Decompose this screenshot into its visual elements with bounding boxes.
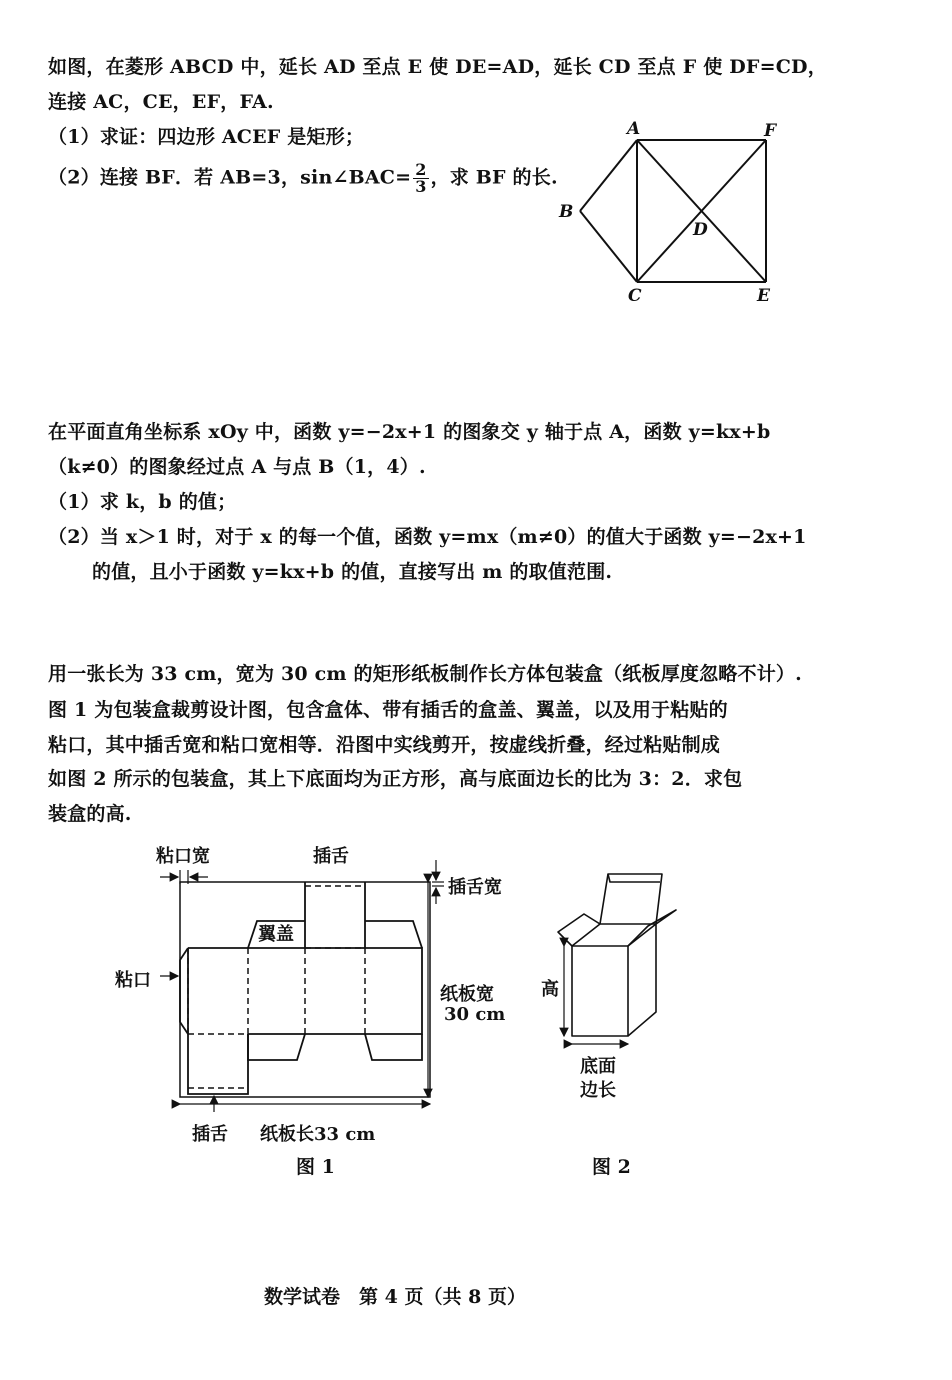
q3-stem-line1: 用一张长为 33 cm，宽为 30 cm 的矩形纸板制作长方体包装盒（纸板厚度忽略不计）. bbox=[48, 663, 802, 685]
segment-BC bbox=[580, 211, 637, 282]
fraction-numerator: 2 bbox=[415, 160, 427, 179]
fig1-caption: 图 1 bbox=[296, 1156, 335, 1178]
segment-AB bbox=[580, 140, 637, 211]
bottom-wing-right bbox=[365, 1034, 422, 1060]
fig1-label-tongue-width: 插舌宽 bbox=[448, 877, 502, 898]
rhombus-rectangle-figure bbox=[550, 115, 790, 310]
fig2-label-height: 高 bbox=[541, 979, 559, 1000]
bottom-wing-left bbox=[248, 1034, 305, 1060]
fig1-label-wing-lid: 翼盖 bbox=[258, 924, 294, 945]
page-footer: 数学试卷 第 4 页（共 8 页） bbox=[264, 1286, 526, 1308]
fig1-label-glue-width: 粘口宽 bbox=[156, 846, 210, 867]
fig1-label-tongue-bottom: 插舌 bbox=[192, 1124, 228, 1145]
fig1-label-board-width-value: 30 cm bbox=[444, 1004, 506, 1025]
fraction-denominator: 3 bbox=[415, 177, 427, 196]
q2-stem-line1: 在平面直角坐标系 xOy 中，函数 y=−2x+1 的图象交 y 轴于点 A，函数 y=kx+b bbox=[48, 421, 771, 443]
glue-flap bbox=[180, 948, 188, 1034]
bottom-panel bbox=[188, 948, 248, 1094]
fraction bbox=[413, 162, 428, 195]
q1-stem-line1: 如图，在菱形 ABCD 中，延长 AD 至点 E 使 DE=AD，延长 CD 至点 F 使 DF=CD， bbox=[48, 56, 827, 78]
fig1-label-board-width: 纸板宽 bbox=[440, 984, 494, 1005]
q3-stem-line2: 图 1 为包装盒裁剪设计图，包含盒体、带有插舌的盒盖、翼盖，以及用于粘贴的 bbox=[48, 699, 728, 721]
q1-part1: （1）求证：四边形 ACEF 是矩形； bbox=[48, 126, 365, 148]
fig2-label-base-line2: 边长 bbox=[580, 1080, 616, 1101]
point-label-D: D bbox=[693, 220, 708, 240]
point-label-E: E bbox=[757, 286, 770, 306]
fig1-label-tongue-top: 插舌 bbox=[313, 846, 349, 867]
q1-part2-pre: （2）连接 BF．若 AB=3，sin∠BAC= bbox=[48, 166, 412, 189]
point-label-F: F bbox=[764, 121, 777, 141]
q1-part2-post: ，求 BF 的长. bbox=[430, 166, 558, 189]
q2-part2-line1: （2）当 x＞1 时，对于 x 的每一个值，函数 y=mx（m≠0）的值大于函数 y=−2x+1 bbox=[48, 526, 807, 548]
q2-part1: （1）求 k，b 的值； bbox=[48, 491, 237, 513]
q1-part2 bbox=[48, 162, 558, 195]
vertical-fold-lines bbox=[248, 948, 365, 1034]
fig2-caption: 图 2 bbox=[592, 1156, 631, 1178]
fig1-label-board-length: 纸板长33 cm bbox=[260, 1124, 376, 1145]
box-top-back-edge bbox=[572, 924, 656, 946]
right-wing-lid bbox=[365, 921, 422, 948]
fig1-label-glue: 粘口 bbox=[115, 970, 151, 991]
point-label-B: B bbox=[559, 202, 574, 222]
q1-stem-line2: 连接 AC，CE，EF，FA. bbox=[48, 91, 274, 113]
q3-stem-line3: 粘口，其中插舌宽和粘口宽相等．沿图中实线剪开，按虚线折叠，经过粘贴制成 bbox=[48, 734, 721, 756]
top-lid-sides bbox=[305, 882, 365, 948]
q3-stem-line4: 如图 2 所示的包装盒，其上下底面均为正方形，高与底面边长的比为 3：2．求包 bbox=[48, 768, 743, 790]
q3-stem-line5: 装盒的高. bbox=[48, 803, 132, 825]
q2-part2-line2: 的值，且小于函数 y=kx+b 的值，直接写出 m 的取值范围. bbox=[92, 561, 613, 583]
box-lid-tongue bbox=[608, 874, 660, 882]
box-front-face bbox=[572, 946, 628, 1036]
point-label-A: A bbox=[627, 119, 641, 139]
fig2-label-base-line1: 底面 bbox=[580, 1056, 616, 1077]
figure2-box-drawing bbox=[548, 866, 688, 1056]
q2-stem-line2: （k≠0）的图象经过点 A 与点 B（1，4）. bbox=[48, 456, 426, 478]
point-label-C: C bbox=[628, 286, 642, 306]
